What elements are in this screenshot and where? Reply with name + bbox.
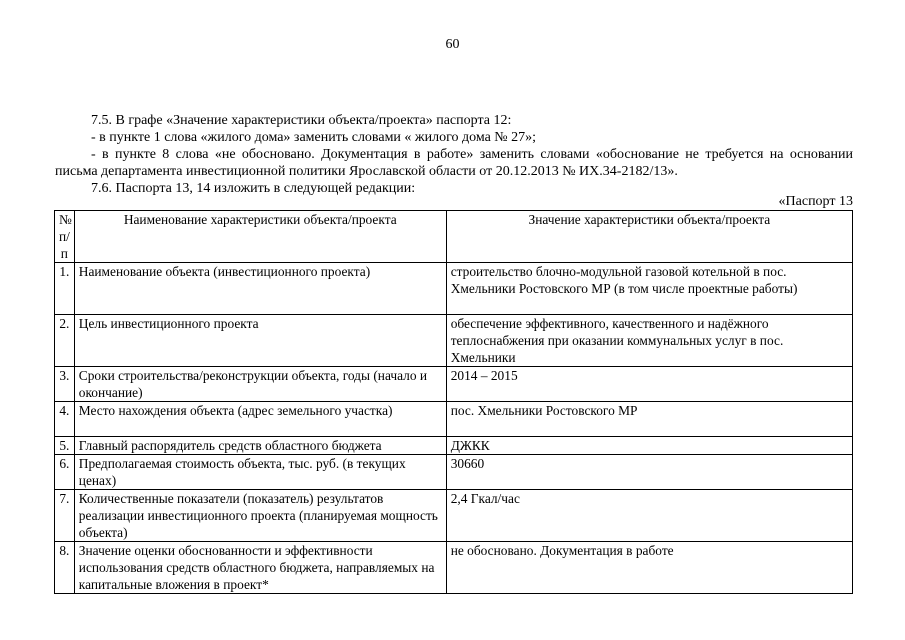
header-value: Значение характеристики объекта/проекта (446, 211, 852, 263)
row-num: 8. (55, 542, 75, 594)
row-num: 2. (55, 315, 75, 367)
row-value: не обосновано. Документация в работе (446, 542, 852, 594)
row-num: 4. (55, 402, 75, 437)
row-name: Предполагаемая стоимость объекта, тыс. руб. (в текущих ценах) (74, 455, 446, 490)
row-value: 2014 – 2015 (446, 367, 852, 402)
row-num: 7. (55, 490, 75, 542)
paragraph-7-5-item-8: - в пункте 8 слова «не обосновано. Документация в работе» заменить словами «обоснование не требуется на основании письма департамента инвестиционной политики Ярославской области от 20.12.2013 № ИХ.34-2182/13». (55, 147, 853, 179)
page-number: 60 (445, 37, 460, 52)
row-num: 3. (55, 367, 75, 402)
row-name: Сроки строительства/реконструкции объекта, годы (начало и окончание) (74, 367, 446, 402)
row-value: 2,4 Гкал/час (446, 490, 852, 542)
table-row (55, 542, 853, 594)
table-row (55, 402, 853, 437)
header-name: Наименование характеристики объекта/проекта (74, 211, 446, 263)
row-name: Значение оценки обоснованности и эффективности использования средств областного бюджета, направляемых на капитальные вложения в проект* (74, 542, 446, 594)
row-value: ДЖКК (446, 437, 852, 455)
passport-table (54, 210, 853, 594)
paragraph-7-6: 7.6. Паспорта 13, 14 изложить в следующей редакции: (91, 181, 416, 196)
table-row (55, 437, 853, 455)
table-row (55, 367, 853, 402)
paragraph-7-5-item-1: - в пункте 1 слова «жилого дома» заменить словами « жилого дома № 27»; (91, 130, 537, 145)
passport-label: «Паспорт 13 (778, 194, 853, 209)
header-num: № п/п (55, 211, 75, 263)
row-value: 30660 (446, 455, 852, 490)
table-row (55, 263, 853, 315)
row-value: пос. Хмельники Ростовского МР (446, 402, 852, 437)
row-name: Цель инвестиционного проекта (74, 315, 446, 367)
table-row (55, 455, 853, 490)
row-value: обеспечение эффективного, качественного и надёжного теплоснабжения при оказании коммунальных услуг в пос. Хмельники (446, 315, 852, 367)
row-name: Наименование объекта (инвестиционного проекта) (74, 263, 446, 315)
row-value: строительство блочно-модульной газовой котельной в пос. Хмельники Ростовского МР (в том числе проектные работы) (446, 263, 852, 315)
row-num: 5. (55, 437, 75, 455)
row-name: Место нахождения объекта (адрес земельного участка) (74, 402, 446, 437)
table-row (55, 315, 853, 367)
row-num: 1. (55, 263, 75, 315)
row-name: Главный распорядитель средств областного бюджета (74, 437, 446, 455)
paragraph-7-5: 7.5. В графе «Значение характеристики объекта/проекта» паспорта 12: (91, 113, 512, 128)
row-name: Количественные показатели (показатель) результатов реализации инвестиционного проекта (планируемая мощность объекта) (74, 490, 446, 542)
row-num: 6. (55, 455, 75, 490)
table-header-row (55, 211, 853, 263)
table-row (55, 490, 853, 542)
